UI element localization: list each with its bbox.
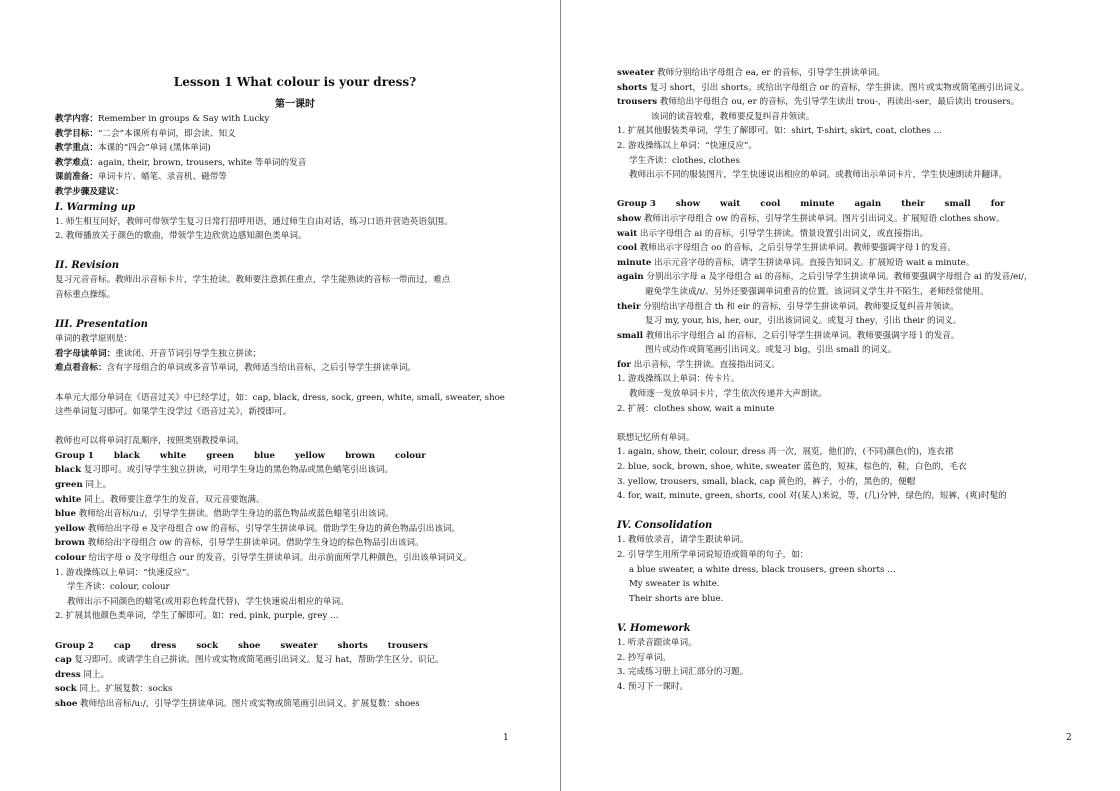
word-note [55, 551, 535, 566]
group-word: brown [345, 450, 375, 461]
group-word: for [990, 199, 1005, 210]
group-word: wait [720, 199, 741, 210]
list-item: 2. blue, sock, brown, shoe, white, sweater 蓝色的，短袜，棕色的，鞋，白色的，毛衣 [617, 462, 967, 473]
paragraph: 联想记忆所有单词。 [617, 432, 695, 443]
word-explanation: 分别给出字母组合 th 和 eir 的音标，引导学生拼读单词。教师要反复纠音并领读。 [640, 301, 959, 312]
word-explanation: 同上。教师要注意学生的发音，双元音要饱满。 [81, 494, 265, 505]
word-note [55, 507, 535, 522]
word: small [617, 330, 644, 341]
meta-label: 教学难点： [55, 157, 98, 168]
word-note [617, 81, 1097, 96]
word-explanation: 复习 short，引出 shorts。或给出字母组合 or 的音标，学生拼读。图片或实物或简笔画引出词义。 [647, 82, 1030, 93]
paragraph: 1. 游戏操练以上单词：传卡片。 [617, 374, 740, 385]
group-word: blue [253, 450, 275, 461]
word-note [617, 212, 1097, 227]
meta-label: 教学重点： [55, 143, 98, 154]
word: white [55, 494, 82, 505]
paragraph: 复习元音音标。教师出示音标卡片，学生抢读。教师要注意抓住重点，学生能熟读的音标一带而过，难点 [55, 275, 451, 286]
paragraph: 图片或动作或简笔画引出词义。或复习 big，引出 small 的词义。 [645, 345, 897, 356]
group-word: shoe [238, 640, 261, 651]
word: shorts [617, 82, 648, 93]
meta-label: 课前准备： [55, 172, 98, 183]
paragraph: 教师也可以将单词打乱顺序，按照类别教授单词。 [55, 436, 245, 447]
group-word: minute [800, 199, 835, 210]
word-explanation: 教师给出音标/u:/，引导学生拼读单词。图片或实物或简笔画引出词义。扩展复数：shoes [77, 698, 420, 709]
meta-goal [55, 127, 535, 142]
section-heading-warming-up: I. Warming up [55, 201, 136, 213]
group-word: yellow [294, 450, 326, 461]
page-number: 1 [503, 733, 509, 743]
paragraph: 这些单词复习即可。如果学生没学过《语音过关》，新授即可。 [55, 407, 292, 418]
page-2-content [617, 66, 1097, 694]
word: colour [55, 553, 86, 564]
word-explanation: 出示字母组合 ai 的音标，引导学生拼读。情景设置引出词义，或直接指出。 [637, 228, 929, 239]
list-item: 1. again, show, their, colour, dress 再一次，展览，他们的，(不同)颜色(的)，连衣裙 [617, 447, 954, 458]
section-heading-revision: II. Revision [55, 260, 119, 272]
word: sock [55, 684, 77, 695]
paragraph: 1. 扩展其他服装类单词，学生了解即可。如：shirt, T-shirt, skirt, coat, clothes … [617, 126, 943, 137]
group-label: Group 1 [55, 450, 94, 461]
word-explanation: 教师给出字母 e 及字母组合 ow 的音标，引导学生拼读单词。借助学生身边的黄色物品引出该词。 [85, 523, 461, 534]
word-explanation: 教师给出字母组合 ou, er 的音标，先引导学生读出 trou-，再读出-ser，最后读出 trousers。 [657, 97, 1020, 108]
word-note [617, 95, 1097, 110]
list-item: 3. 完成练习册上词汇部分的习题。 [617, 667, 749, 678]
word-note [617, 227, 1097, 242]
list-item: 4. for, wait, minute, green, shorts, cool 对(某人)来说，等，(几)分钟，绿色的，短裤，(爽)时髦的 [617, 491, 1007, 502]
meta-label: 教学目标： [55, 128, 98, 139]
steps-label: 教学步骤及建议： [55, 186, 124, 197]
group-word: trousers [387, 640, 428, 651]
word-note [617, 256, 1097, 271]
paragraph [55, 361, 535, 376]
word-note [55, 682, 535, 697]
section-heading-consolidation: IV. Consolidation [617, 520, 713, 532]
paragraph: 复习 my, your, his, her, our，引出该词词义。或复习 they，引出 their 的词义。 [645, 316, 962, 327]
word: yellow [55, 523, 86, 534]
group-word: sweater [280, 640, 318, 651]
meta-preparation [55, 170, 535, 185]
word-explanation: 出示元音字母的音标，请学生拼读单词。直接告知词义。扩展短语 wait a minute。 [651, 257, 975, 268]
group-label: Group 2 [55, 640, 94, 651]
group-2-word-list [55, 639, 535, 654]
paragraph: 本单元大部分单词在《语音过关》中已经学过，如：cap, black, dress, sock, green, white, small, sweater, shoe [55, 392, 505, 403]
word-note [617, 270, 1097, 285]
paragraph: 2. 扩展其他颜色类单词，学生了解即可。如：red, pink, purple, grey … [55, 611, 339, 622]
paragraph: 1. 游戏操练以上单词：“快速反应”。 [55, 567, 196, 578]
group-word: shorts [337, 640, 368, 651]
list-item: 3. yellow, trousers, small, black, cap 黄色的，裤子，小的，黑色的，便帽 [617, 476, 916, 487]
word: their [617, 301, 641, 312]
paragraph: 避免学生读成/ɪ/。另外还要强调单词重音的位置。该词词义学生并不陌生，老师经常使用。 [645, 286, 989, 297]
section-heading-presentation: III. Presentation [55, 319, 148, 331]
paragraph: 学生齐读：colour, colour [67, 582, 170, 593]
word-explanation: 复习即可。或引导学生独立拼读，可用学生身边的黑色物品或黑色蜡笔引出该词。 [81, 465, 394, 476]
word: again [617, 272, 644, 283]
list-item: 4. 预习下一课时。 [617, 681, 689, 692]
word: brown [55, 538, 85, 549]
paragraph: 2. 游戏操练以上单词：“快速反应”。 [617, 140, 758, 151]
word-note [55, 653, 535, 668]
word-explanation: 分别出示字母 a 及字母组合 ai 的音标，之后引导学生拼读单词。教师要强调字母组合 ai 的发音/eɪ/， [643, 272, 1033, 283]
list-item: 1. 教师放录音，请学生跟读单词。 [617, 535, 749, 546]
word: cool [617, 243, 637, 254]
example-text: My sweater is white. [629, 579, 720, 590]
word-note [55, 697, 535, 712]
group-3-word-list [617, 197, 1097, 212]
principle-text: 重读闭、开音节词引导学生独立拼读； [115, 348, 262, 359]
word: dress [55, 669, 81, 680]
paragraph: 教师出示不同颜色的蜡笔(或用彩色转盘代替)，学生快速说出相应的单词。 [67, 596, 349, 607]
word-explanation: 给出字母 o 及字母组合 our 的发音，引导学生拼读单词。出示前面所学几种颜色，引出该单词词义。 [85, 553, 472, 564]
principle-label: 难点看音标： [55, 363, 107, 374]
group-label: Group 3 [617, 199, 656, 210]
word: cap [55, 655, 72, 666]
word: shoe [55, 698, 78, 709]
word-explanation: 同上。 [82, 480, 112, 491]
word-note [55, 536, 535, 551]
paragraph: 2. 扩展：clothes show, wait a minute [617, 403, 775, 414]
word-note [617, 300, 1097, 315]
paragraph: 2. 教师播放关于颜色的歌曲，带领学生边欣赏边感知颜色类单词。 [55, 231, 307, 242]
word-note [55, 522, 535, 537]
section-heading-homework: V. Homework [617, 622, 691, 634]
word-explanation: 同上。 [80, 669, 110, 680]
principle-label: 看字母读单词： [55, 348, 116, 359]
paragraph: 教师出示不同的服装图片，学生快速说出相应的单词。或教师出示单词卡片，学生快速朗读并翻译。 [629, 170, 1008, 181]
list-item: 1. 听录音跟读单词。 [617, 637, 697, 648]
word-explanation: 教师出示字母组合 oo 的音标，之后引导学生拼读单词。教师要强调字母 l 的发音。 [636, 243, 956, 254]
meta-content [55, 112, 535, 127]
paragraph [55, 347, 535, 362]
group-word: show [675, 199, 701, 210]
word: for [617, 359, 631, 370]
meta-key-points [55, 141, 535, 156]
word: black [55, 465, 82, 476]
paragraph: 音标重点操练。 [55, 289, 116, 300]
word-explanation: 复习即可。或请学生自己拼读。图片或实物或简笔画引出词义。复习 hat，帮助学生区分、识记。 [71, 655, 444, 666]
word: blue [55, 509, 76, 520]
word-note [617, 358, 1097, 373]
word-note [55, 478, 535, 493]
word-note [55, 493, 535, 508]
group-word: white [159, 450, 187, 461]
word-explanation: 教师出示字母组合 al 的音标，之后引导学生拼读单词。教师要强调字母 l 的发音。 [643, 330, 960, 341]
paragraph: 单词的教学原则是： [55, 334, 133, 345]
word: trousers [617, 97, 658, 108]
paragraph: 1. 师生相互问好，教师可带领学生复习日常打招呼用语，通过师生自由对话，练习口语并营造英语氛围。 [55, 216, 453, 227]
group-word: small [944, 199, 971, 210]
list-item: 2. 抄写单词。 [617, 652, 671, 663]
word-explanation: 出示音标，学生拼读。直接指出词义。 [630, 359, 780, 370]
paragraph: 学生齐读：clothes, clothes [629, 155, 740, 166]
meta-text: 本课的“四会”单词 (黑体单词) [97, 143, 211, 154]
word: green [55, 480, 83, 491]
meta-text: “二会”本课所有单词，即会读、知义 [97, 128, 236, 139]
word: minute [617, 257, 652, 268]
meta-text: Remember in groups & Say with Lucky [97, 114, 270, 124]
group-word: black [113, 450, 140, 461]
paragraph: 该词的读音较难，教师要反复纠音并领读。 [651, 111, 815, 122]
page-2 [561, 0, 1120, 791]
list-item: 2. 引导学生用所学单词说短语或简单的句子，如： [617, 550, 809, 560]
word: sweater [617, 68, 655, 78]
word-note [617, 241, 1097, 256]
meta-label: 教学内容： [55, 114, 98, 124]
word-explanation: 教师出示字母组合 ow 的音标，引导学生拼读单词。图片引出词义。扩展短语 clothes show。 [641, 213, 1005, 224]
group-1-word-list [55, 449, 535, 464]
word-explanation: 教师给出音标/u:/，引导学生拼读。借助学生身边的蓝色物品或蓝色蜡笔引出该词。 [76, 509, 394, 520]
group-word: cool [760, 199, 781, 210]
word-note [55, 668, 535, 683]
group-word: again [854, 199, 882, 210]
lesson-subtitle: 第一课时 [275, 99, 315, 110]
paragraph: 教师逐一发放单词卡片，学生依次传递并大声朗读。 [629, 389, 827, 400]
example-text: a blue sweater, a white dress, black trousers, green shorts … [629, 564, 896, 575]
word-note [617, 66, 1097, 81]
word-note [617, 329, 1097, 344]
word-explanation: 教师给出字母组合 ow 的音标，引导学生拼读单词。借助学生身边的棕色物品引出该词。 [84, 538, 424, 549]
group-word: dress [150, 640, 177, 651]
meta-text: 单词卡片、蜡笔、录音机、磁带等 [97, 172, 227, 183]
page-1-content [55, 74, 535, 712]
word-explanation: 教师分别给出字母组合 ea, er 的音标，引导学生拼读单词。 [654, 68, 885, 78]
example-text: Their shorts are blue. [629, 593, 724, 604]
page-number: 2 [1066, 733, 1072, 743]
meta-text: again, their, brown, trousers, white 等单词的发音 [97, 157, 307, 168]
group-word: their [901, 199, 925, 210]
meta-difficulties [55, 156, 535, 171]
group-word: colour [395, 450, 426, 461]
group-word: sock [196, 640, 219, 651]
word: wait [617, 228, 638, 239]
group-word: green [206, 450, 234, 461]
lesson-title: Lesson 1 What colour is your dress? [173, 75, 417, 89]
word-explanation: 同上。扩展复数：socks [76, 684, 173, 695]
word-note [55, 463, 535, 478]
group-word: cap [113, 640, 131, 651]
principle-text: 含有字母组合的单词或多音节单词，教师适当给出音标，之后引导学生拼读单词。 [106, 363, 416, 374]
word: show [617, 213, 642, 224]
